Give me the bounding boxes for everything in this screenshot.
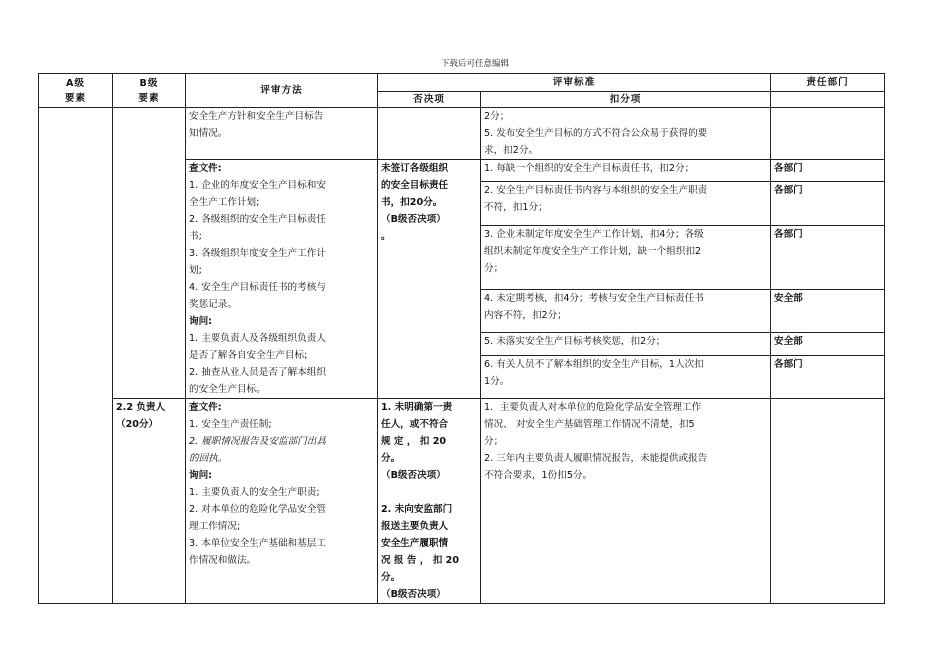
text-line: 2. 各级组织的安全生产目标责任 [189,214,326,225]
b-level-cell [113,108,186,399]
text-line: 安全生产方针和安全生产目标告 [189,111,324,122]
text-line: 分； [484,262,504,274]
text-line: 组织未制定年度安全生产工作计划，缺一个组织扣2 [484,245,702,257]
method-cell [186,399,378,604]
text-line: 内容不符，扣2分； [484,310,567,321]
header-a-level: A级 要素 [39,74,113,108]
deduction-item-cell [481,182,771,225]
text-line: 询问: [189,470,213,481]
text-line: 1．主要负责人对本单位的危险化学品安全管理工作 [484,402,702,413]
deduction-item-cell [481,355,771,398]
text-line: 1. 主要负责人及各级组织负责人 [189,333,326,344]
text-line: 理工作情况; [189,521,241,532]
text-line: 4. 安全生产目标责任书的考核与 [189,282,326,293]
text-line: 4. 未定期考核，扣4分；考核与安全生产目标责任书 [484,293,704,304]
text-line: 询问: [189,316,213,327]
review-table [38,73,885,604]
text-line: 规 定 ， 扣 20 [381,436,447,447]
dept-cell: 各部门 [771,225,885,289]
deduction-item-cell [481,290,771,333]
dept-cell: 安全部 [771,333,885,355]
text-line: 情况、 对安全生产基础管理工作情况不清楚，扣5 [484,419,695,430]
text-line: 任人，或不符合 [381,419,449,430]
text-line: 查文件: [189,163,222,174]
text-line: 知情况。 [189,128,228,139]
text-line: 奖惩记录。 [189,299,237,310]
b-level-cell [113,399,186,604]
text-line: 不符，扣1分； [484,202,548,214]
text-line: 的安全目标责任 [381,180,449,191]
text-line: 作情况和做法。 [189,555,257,566]
header-method: 评审方法 [186,74,378,108]
text-line: 3. 各级组织年度安全生产工作计 [189,248,326,259]
text-line: 未签订各级组织 [381,163,449,174]
text-line: 书，扣20分。 [381,197,443,208]
dept-cell: 各部门 [771,160,885,182]
text-line: 6. 有关人员不了解本组织的安全生产目标，1人次扣 [484,358,704,370]
dept-cell: 各部门 [771,355,885,398]
text-line: 报送主要负责人 [381,521,449,532]
veto-cell [378,108,481,160]
text-line: 查文件: [189,402,222,413]
text-line: 1分。 [484,375,510,387]
text-line: 分； [484,436,504,447]
text-line: （B级否决项） [381,470,446,481]
dept-cell [771,108,885,160]
text-line: 5. 发布安全生产目标的方式不符合公众易于获得的要 [484,128,708,139]
text-line: 3. 本单位安全生产基础和基层工 [189,538,326,549]
text-line: 2. 对本单位的危险化学品安全管 [189,504,326,515]
text-line: 分。 [381,572,401,583]
text-line: 的安全生产目标。 [189,384,266,395]
deduction-item-cell [481,333,771,355]
dept-cell: 各部门 [771,182,885,225]
table-row [39,108,885,160]
text-line: 2. 安全生产目标责任书内容与本组织的安全生产职责 [484,185,708,197]
deduction-cell [481,399,771,604]
text-line: （B级否决项） [381,589,446,600]
header-dept-blank [771,92,885,108]
deduction-item-cell [481,160,771,182]
header-veto: 否决项 [378,92,481,108]
header-note: 下载后可任意编辑 [440,59,509,69]
dept-cell [771,399,885,604]
text-line: （B级否决项） [381,214,446,225]
text-line: 3. 企业未制定年度安全生产工作计划，扣4分；各级 [484,228,704,240]
veto-cell [378,399,481,604]
method-cell [186,108,378,160]
text-line: 5. 未落实安全生产目标考核奖惩，扣2分； [484,336,666,348]
text-line: 全生产工作计划; [189,197,260,208]
text-line: 安全生产履职情 [381,538,449,549]
text-line: 不符合要求，1份扣5分。 [484,470,593,481]
deduction-cell [481,108,771,160]
method-cell [186,160,378,399]
deduction-item-cell [481,225,771,289]
header-b-level: B级 要素 [113,74,186,108]
text-line: 2. 三年内主要负责人履职情况报告，未能提供或报告 [484,453,708,464]
text-line: 2. 履职情况报告及安监部门出具 [189,436,326,447]
dept-cell: 安全部 [771,290,885,333]
header-standard: 评审标准 [378,74,771,92]
text-line: 1. 未明确第一责 [381,402,453,413]
text-line [381,484,477,501]
header-deduction: 扣分项 [481,92,771,108]
text-line: 1. 企业的年度安全生产目标和安 [189,180,326,191]
veto-cell [378,160,481,399]
text-line: 是否了解各自安全生产目标; [189,350,308,361]
text-line: 。 [381,231,391,242]
text-line: 分。 [381,453,401,464]
text-line: （20分） [116,419,159,430]
header-dept: 责任部门 [771,74,885,92]
text-line: 求，扣2分。 [484,145,539,156]
text-line: 2.2 负责人 [116,402,166,413]
text-line: 1. 主要负责人的安全生产职责; [189,487,320,498]
a-level-cell [39,108,113,604]
text-line: 2. 未向安监部门 [381,504,453,515]
text-line: 的回执。 [189,453,228,464]
text-line: 1. 安全生产责任制; [189,419,272,430]
table-row [39,399,885,604]
text-line: 书; [189,231,202,242]
text-line: 2. 抽查从业人员是否了解本组织 [189,367,326,378]
text-line: 况 报 告 ， 扣 20 [381,555,460,566]
text-line: 1. 每缺一个组织的安全生产目标责任书，扣2分； [484,163,695,174]
text-line: 2分； [484,111,510,122]
text-line: 划; [189,265,202,276]
